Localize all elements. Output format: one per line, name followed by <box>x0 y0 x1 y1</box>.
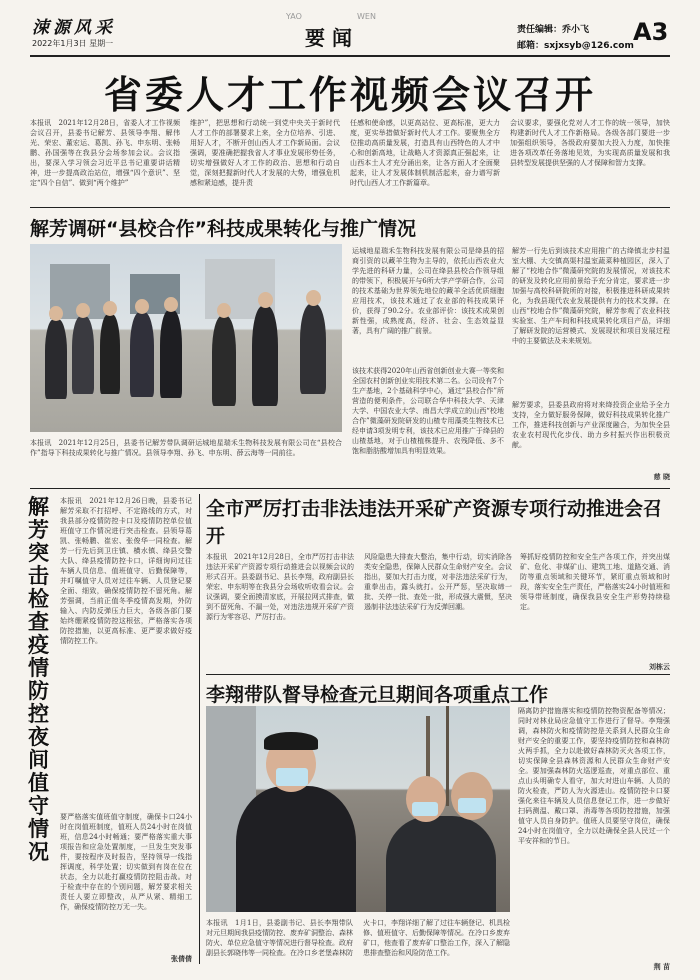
section-letters-left: YAO <box>286 12 302 21</box>
lead-col-1: 本报讯 2021年12月28日，省委人才工作视频会议召开，县委书记解芳、县领导李翔、解伟光、荣宏、董宏运、葛凯、孙飞、申东明、张畅鹏、孙国强等在我县分会场参加会议。会议指出，要深入学习领会习近平总书记重要讲话精神，进一步提高政治站位，增强“四个意识”、坚定“四个自信”、做到“两个维护” <box>30 119 180 187</box>
story5-byline: 荆 苗 <box>653 962 670 971</box>
story5-photo <box>206 706 510 912</box>
story5-col-b: 隔离防护措施落实和疫情防控物资配备等情况；同时对林业局应急值守工作进行了督导。李翔强调，森林防火和疫情防控是关系到人民群众生命财产安全的重要工作，要坚持疫情防控和森林防火两手抓，全力以赴做好森林防灭火各项工作，切实保障全县森林资源和人民群众生命财产安全。要加强森林防火巡逻巡查，对重点部位、重点山头明确专人看守，加大对进山车辆、人员的防火检查，严防人为火源进山。疫情防控卡口要强化来往车辆及人员信息登记工作，进一步做好扫码测温、戴口罩、消毒等各项防控措施，加强值守人员自身防护。值班人员要坚守岗位，确保24小时在岗值守，全力以赴确保全县人民过一个平安祥和的节日。 <box>518 707 670 845</box>
story3-text: 本报讯 2021年12月26日晚，县委书记解芳采取不打招呼、不定路线的方式，对我县部分疫情防控卡口及疫情防控单位值班值守工作情况进行突击检查。县领导葛凯、张畅鹏、崔宏、张俊华一同检查。解芳一行先后到卫庄镇、横水镇、绛县交警大队、绛县疫情防控卡口，详细询问过往车辆人员信息、值班值守、后勤保障等，并叮嘱值守人员对过往车辆、人员登记要全面、细致，确保疫情防控不留死角。解芳强调，当前正值冬季疫情高发期，外防输入、内防反弹压力巨大，各级各部门要始终绷紧疫情防控这根弦，严格落实各项防控措施，以更高标准、更严要求做好疫情防控工作。 <box>60 497 192 645</box>
story2-col-b: 该技术获得2020年山西省创新创业大赛一等奖和全国农村创新创业实用技术第二名。公司设有7个生产基地，2个基础科学中心，通过“县校合作”所营造的便利条件，公司联合华中科技大学、天津大学、中国农业大学、南昌大学成立的山西“校地合作”微藻研发院研发的山楂专用藻类生物技术已经申请3项发明专利，该技术已应用推广于绛县的山楂基地，对于山楂植株提升、农残降低、多不饱和脂肪酸增加具有明显效果。 <box>352 367 504 455</box>
story2-photo <box>30 244 342 432</box>
editor-email: 邮箱：sxjxsyb@126.com <box>517 41 634 51</box>
story4-byline: 刘栋云 <box>649 662 670 671</box>
lead-col-4: 会议要求，要强化党对人才工作的统一领导，加快构建新时代人才工作新格局。各级各部门要进一步加强组织领导，各级政府要加大投入力度，加快推进各项改革任务落地见效，为实现高质量发展和我县转型发展提供坚强的人才保障和智力支撑。 <box>510 119 670 167</box>
issue-date: 2022年1月3日 星期一 <box>32 39 114 48</box>
lead-col-3: 任感和使命感，以更高站位、更高标准，更大力度，更实举措做好新时代人才工作。要聚焦全方位推动高质量发展，打造具有山西特色的人才中心和创新高地，让战略人才资源真正强起来，让山西本土人才充分涌出来，让各方面人才全面聚起来，让人才发展体制机制活起来，奋力谱写新时代山西人才工作新篇章。 <box>350 119 500 187</box>
divider <box>30 207 670 208</box>
story2-col-c: 解芳一行先后到该技术应用推广的古绛镇北步村温室大棚、大交镇高渠村温室蔬菜种植园区，深入了解了“校地合作”微藻研究院的发展情况，对该技术的研发及转化应用前景给予充分肯定，要求进一步加强与高校科研院所的对接，积极推进科研成果转化，为我县现代农业发展提供有力的技术支撑。在山西“校地合作”微藻研究院，解芳参观了农业科技实验室、生产车间和科技成果转化项目产品，详细了解研发院的运营模式、发展现状和项目发展过程中的主要做法及未来规划。 <box>512 247 670 345</box>
story5-caption: 本报讯 1月1日，县委副书记、县长李翔带队对元旦期间我县疫情防控、废弃矿洞整治、森林防火、单位应急值守等情况进行督导检查。政府副县长郭晓伟等一同检查。在冷口乡老堡森林防火卡口，李翔详细了解了过往车辆登记、机具检修、值班值守、后勤保障等情况。在冷口乡废弃矿口，他查看了废弃矿口整治工作，深入了解隐患排查整治和风险防范工作。 <box>206 919 510 957</box>
story4-col-c: 筹抓好疫情防控和安全生产各项工作，并突出煤矿、危化、非煤矿山、建筑工地、道路交通、消防等重点领域和关键环节，紧盯重点领域和时段，落实安全生产责任，严格落实24小时值班和领导带班制度，确保我县安全生产形势持续稳定。 <box>520 553 670 611</box>
masthead-rule <box>30 55 670 57</box>
masthead <box>0 0 700 54</box>
story2-headline: 解芳调研“县校合作”科技成果转化与推广情况 <box>30 218 416 240</box>
lead-headline: 省委人才工作视频会议召开 <box>103 73 596 117</box>
story4-col-a: 本报讯 2021年12月28日，全市严厉打击非法违法开采矿产资源专项行动推进会以视频会议的形式召开。县委副书记、县长李翔，政府副县长荣宏、申东明等在我县分会场收听收看会议。会议强调，要全面摸清家底，开展拉网式排查，做到不留死角、不漏一处，对违法违规开采矿产资源行为零容忍、严厉打击。 <box>206 553 354 621</box>
section-title: 要 闻 <box>305 26 352 50</box>
story3-headline: 解芳突击检查疫情防控夜间值守情况 <box>28 495 49 864</box>
story2-caption: 本报讯 2021年12月25日，县委书记解芳带队调研运城地星瑞禾生物科技发展有限公司在“县校合作”指导下科技成果转化与推广情况。县领导李翔、孙飞、申东明、薛云海等一同前往。 <box>30 439 342 457</box>
story2-col-d: 解芳要求，县委县政府将对来绛投资企业给予全力支持，全力做好服务保障，做好科技成果转化推广工作，推进科技创新与产业深度融合，为加快全县农业农村现代化步伐、助力乡村振兴作出积极贡献。 <box>512 401 670 449</box>
story3-text-b: 要严格落实值班值守制度，确保卡口24小时在岗值班制度，值班人员24小时在岗值班，信息24小时畅通；要严格落实重大事项报告和应急处置制度，一旦发生突发事件，要按程序及时报告，坚持领导一线指挥调度，科学处置；切实做到有岗在位在状态，全力以赴打赢疫情防控阻击战。对于检查中存在的个别问题，解芳要求相关责任人要立即整改，从严从紧、精细工作，确保疫情防控万无一失。 <box>60 813 192 911</box>
editor-info: 责任编辑：乔小飞 <box>517 25 590 35</box>
section-letters-right: WEN <box>357 12 376 21</box>
story4-headline: 全市严厉打击非法违法开采矿产资源专项行动推进会召开 <box>206 498 663 547</box>
column-divider <box>199 494 200 964</box>
paper-name: 涑源风采 <box>32 18 116 38</box>
divider <box>206 674 670 675</box>
story2-byline: 慈 晓 <box>653 472 670 481</box>
divider <box>30 488 670 489</box>
story5-headline: 李翔带队督导检查元旦期间各项重点工作 <box>206 684 549 706</box>
story3-byline: 张倩倩 <box>171 954 192 963</box>
story4-col-b: 风险隐患大排查大整治，集中行动，切实消除各类安全隐患，保障人民群众生命财产安全。会议指出，要加大打击力度，对非法违法采矿行为，重拳出击，露头就打。公开严惩，坚决取缔一批、关停一批、查处一批，形成强大震慑，坚决遏制非法违法采矿行为反弹回潮。 <box>364 553 512 611</box>
story2-col-a: 运城地星瑞禾生物科技发展有限公司是绛县的招商引资的以藏羊生物为主导的，依托山西农业大学先进的科研力量，公司在绛县县校合作领导组的带领下，积极展开与6所大学产学研合作，公司的技术基础为世界领先地位的藏羊全活优质细胞应用技术，该技术通过了农业部的科技成果评价，获得了90.2分。农业部评价：该技术成果创新性强，成熟度高，经济、社会、生态效益显著，具有广阔的推广前景。 <box>352 247 504 335</box>
lead-col-2: 维护”，把思想和行动统一到党中央关于新时代人才工作的部署要求上来，全力位培养、引进、用好人才，不断开创山西人才工作新局面。会议强调，要准确把握我省人才事业发展形势任务，切实增强做好人才工作的政治、思想和行动自觉，深刻把握新时代人才发展的大势，增强危机感和紧迫感，提升责 <box>190 119 340 187</box>
page-number: A3 <box>633 18 669 46</box>
